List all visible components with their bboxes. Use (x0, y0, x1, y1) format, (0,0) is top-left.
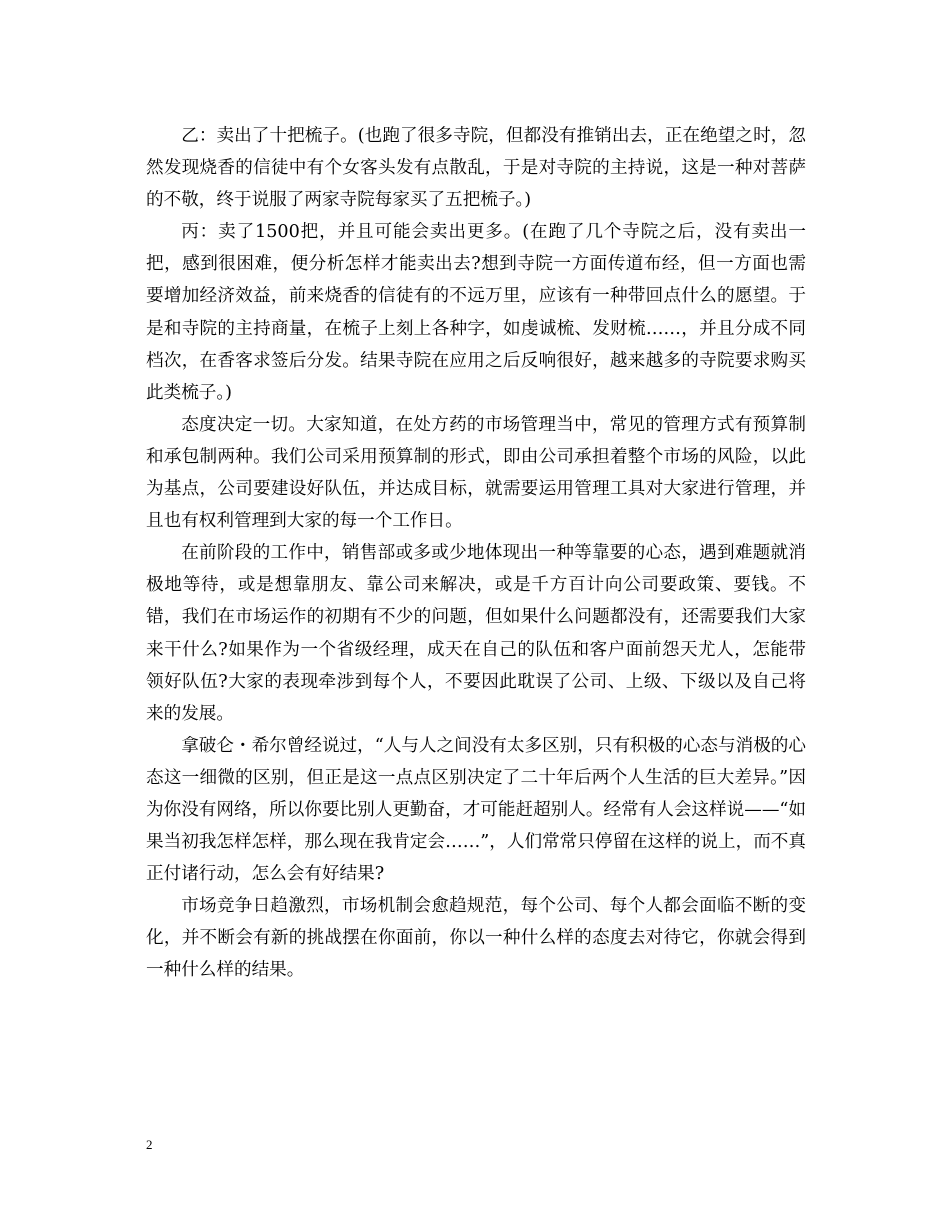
paragraph-previous-stage: 在前阶段的工作中，销售部或多或少地体现出一种等靠要的心态，遇到难题就消极地等待，或是想靠朋友、靠公司来解决，或是千方百计向公司要政策、要钱。不错，我们在市场运作的初期有不少的问题，但如果什么问题都没有，还需要我们大家来干什么?如果作为一个省级经理，成天在自己的队伍和客户面前怨天尤人，怎能带领好队伍?大家的表现牵涉到每个人，不要因此耽误了公司、上级、下级以及自己将来的发展。 (146, 543, 806, 724)
paragraph-napoleon-hill: 拿破仑・希尔曾经说过，“人与人之间没有太多区别，只有积极的心态与消极的心态这一细微的区别，但正是这一点点区别决定了二十年后两个人生活的巨大差异。”因为你没有网络，所以你要比别人更勤奋，才可能赶超别人。经常有人会这样说——“如果当初我怎样怎样，那么现在我肯定会……”，人们常常只停留在这样的说上，而不真正付诸行动，怎么会有好结果? (146, 735, 806, 885)
paragraph-yi: 乙：卖出了十把梳子。(也跑了很多寺院，但都没有推销出去，正在绝望之时，忽然发现烧香的信徒中有个女客头发有点散乱，于是对寺院的主持说，这是一种对菩萨的不敬，终于说服了两家寺院每家买了五把梳子。) (146, 126, 806, 211)
paragraph-bing: 丙：卖了1500把，并且可能会卖出更多。(在跑了几个寺院之后，没有卖出一把，感到很困难，便分析怎样才能卖出去?想到寺院一方面传道布经，但一方面也需要增加经济效益，前来烧香的信徒有的不远万里，应该有一种带回点什么的愿望。于是和寺院的主持商量，在梳子上刻上各种字，如虔诚梳、发财梳……，并且分成不同档次，在香客求签后分发。结果寺院在应用之后反响很好，越来越多的寺院要求购买此类梳子。) (146, 222, 806, 403)
paragraph-attitude: 态度决定一切。大家知道，在处方药的市场管理当中，常见的管理方式有预算制和承包制两种。我们公司采用预算制的形式，即由公司承担着整个市场的风险，以此为基点，公司要建设好队伍，并达成目标，就需要运用管理工具对大家进行管理，并且也有权利管理到大家的每一个工作日。 (146, 414, 806, 532)
page-number: 2 (146, 1137, 153, 1152)
document-body (146, 120, 806, 987)
paragraph-competition: 市场竞争日趋激烈，市场机制会愈趋规范，每个公司、每个人都会面临不断的变化，并不断会有新的挑战摆在你面前，你以一种什么样的态度去对待它，你就会得到一种什么样的结果。 (146, 896, 806, 981)
